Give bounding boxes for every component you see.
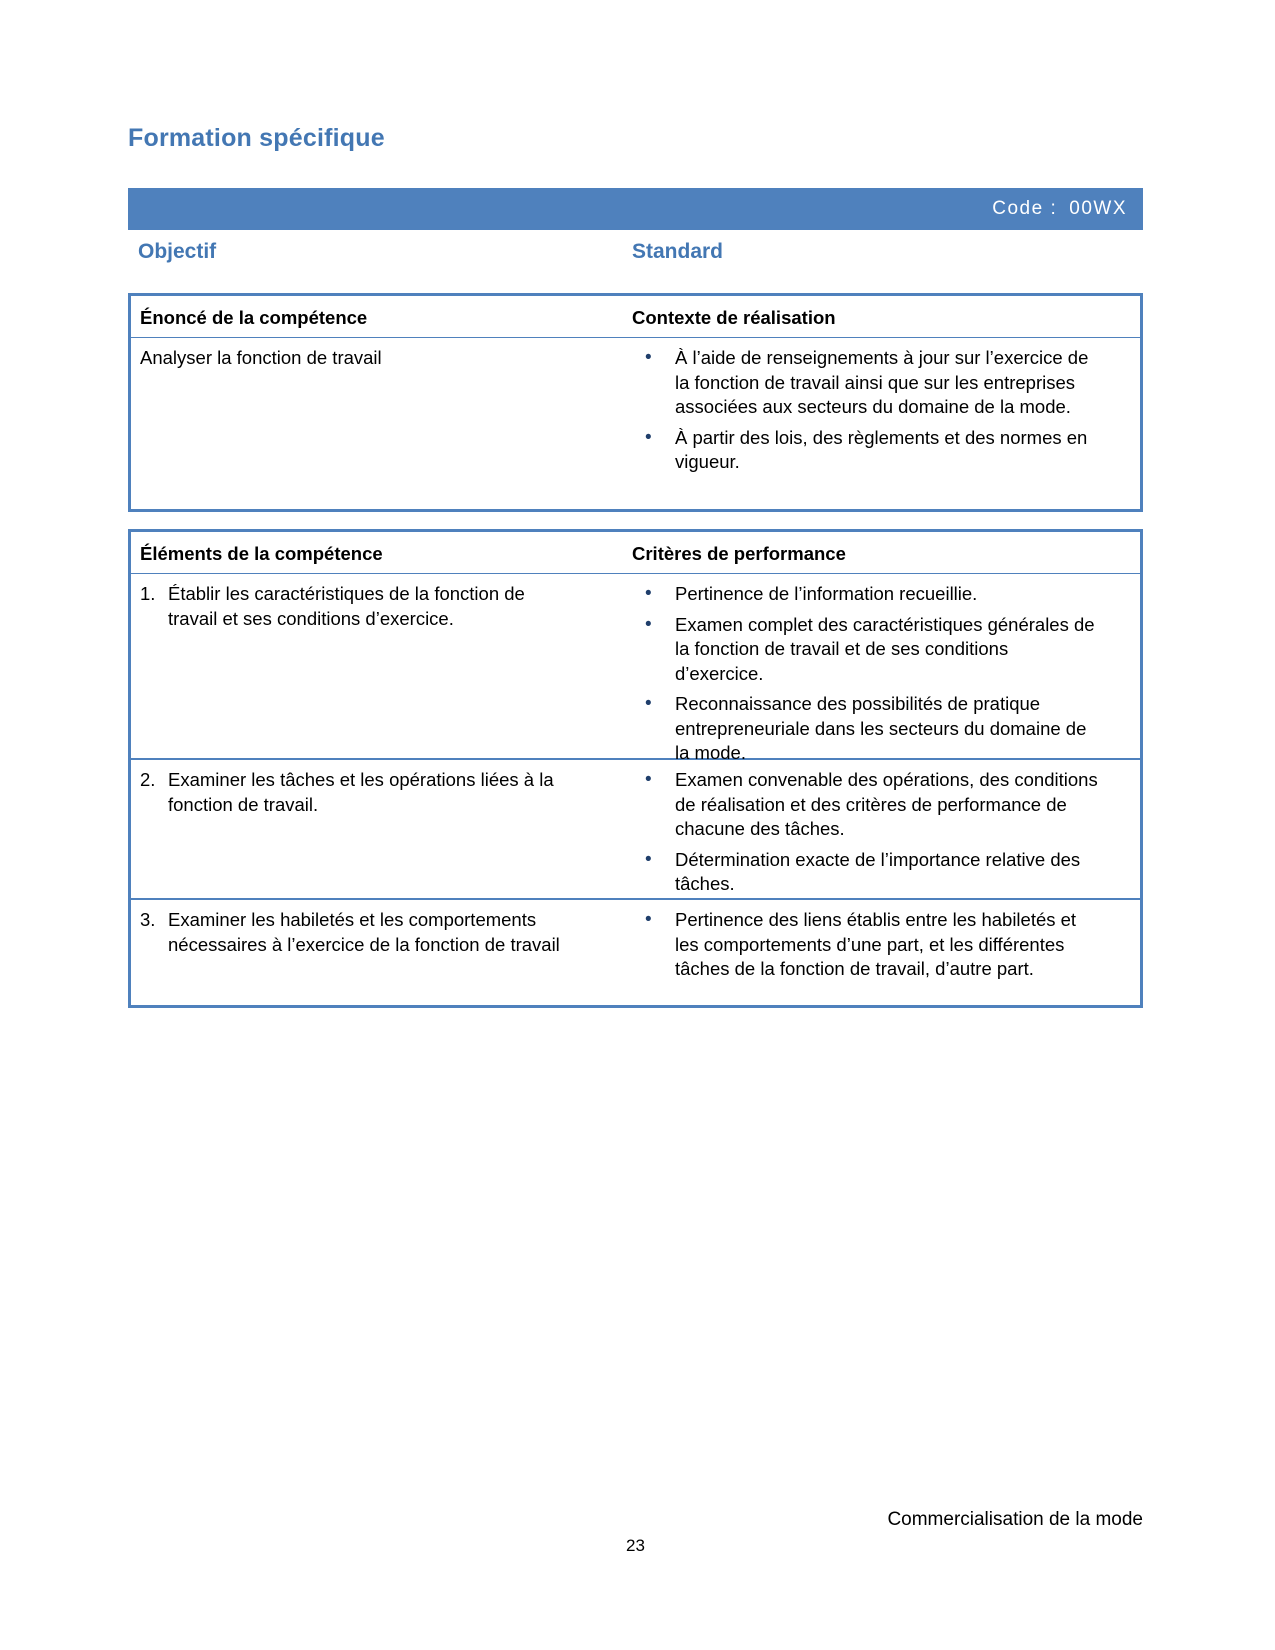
table1-header-row [131, 296, 1140, 338]
table2-header-elements: Éléments de la compétence [140, 543, 383, 564]
code-label: Code : [992, 198, 1058, 219]
table2-row-2 [131, 760, 1140, 900]
bullet-text: Examen complet des caractéristiques générales de la fonction de travail et de ses conditions d’exercice. [675, 613, 1095, 684]
bullet-text: Pertinence des liens établis entre les habiletés et les comportements d’une part, et les différentes tâches de la fonction de travail, d’autre part. [675, 909, 1077, 979]
page-number: 23 [626, 1536, 645, 1555]
table1-contexte-list [620, 338, 1140, 481]
bullet-icon: • [645, 613, 652, 635]
bullet-icon: • [645, 583, 652, 604]
bullet-text: Pertinence de l’information recueillie. [675, 583, 978, 604]
table-enonce-contexte [128, 293, 1143, 512]
table1-header-enonce: Énoncé de la compétence [140, 307, 368, 328]
table2-row-3 [131, 900, 1140, 1002]
item-text: Examiner les habiletés et les comportements nécessaires à l’exercice de la fonction de travail [168, 909, 560, 955]
criteres-list-2 [620, 760, 1140, 903]
numbered-item [140, 768, 565, 817]
list-item [632, 346, 1098, 420]
table2-header-criteres: Critères de performance [632, 543, 846, 564]
bullet-icon: • [645, 347, 652, 368]
list-item [632, 908, 1098, 982]
table-elements-criteres [128, 529, 1143, 1008]
table1-header-contexte: Contexte de réalisation [632, 307, 836, 328]
table2-row-1 [131, 574, 1140, 763]
table1-body-row [131, 338, 1140, 481]
list-item [632, 613, 1098, 687]
item-number: 2. [140, 769, 156, 790]
numbered-item [140, 582, 565, 631]
item-number: 1. [140, 583, 156, 604]
criteres-list-1 [620, 574, 1140, 772]
table2-header-row [131, 532, 1140, 574]
table1-competence-statement: Analyser la fonction de travail [140, 347, 382, 368]
bullet-text: À partir des lois, des règlements et des normes en vigueur. [675, 426, 1088, 472]
item-text: Établir les caractéristiques de la fonction de travail et ses conditions d’exercice. [168, 583, 525, 629]
footer-document-title: Commercialisation de la mode [887, 1509, 1143, 1530]
bullet-text: Examen convenable des opérations, des conditions de réalisation et des critères de performance de chacune des tâches. [675, 769, 1098, 839]
bullet-icon: • [645, 909, 652, 930]
section-header-objectif: Objectif [138, 240, 217, 263]
bullet-text: Détermination exacte de l’importance relative des tâches. [675, 848, 1081, 894]
list-item [632, 582, 1098, 607]
section-header-standard: Standard [632, 240, 724, 263]
item-text: Examiner les tâches et les opérations liées à la fonction de travail. [168, 769, 554, 815]
code-bar [128, 188, 1143, 230]
section-headers [128, 240, 1143, 264]
bullet-icon: • [645, 426, 652, 448]
numbered-item [140, 908, 565, 957]
element-2 [131, 760, 620, 903]
code-value: 00WX [1069, 198, 1127, 219]
bullet-icon: • [645, 693, 652, 714]
bullet-text: À l’aide de renseignements à jour sur l’exercice de la fonction de travail ainsi que sur les entreprises associées aux secteurs du domaine de la mode. [675, 347, 1089, 417]
bullet-text: Reconnaissance des possibilités de pratique entrepreneuriale dans les secteurs du domaine de la mode. [675, 693, 1087, 763]
list-item [632, 692, 1098, 766]
element-3 [131, 900, 620, 1002]
bullet-icon: • [645, 769, 652, 790]
element-1 [131, 574, 620, 772]
page-title: Formation spécifique [128, 124, 385, 152]
list-item [632, 426, 1098, 475]
bullet-icon: • [645, 848, 652, 870]
list-item [632, 848, 1098, 897]
list-item [632, 768, 1098, 842]
criteres-list-3 [620, 900, 1140, 1002]
item-number: 3. [140, 909, 156, 930]
